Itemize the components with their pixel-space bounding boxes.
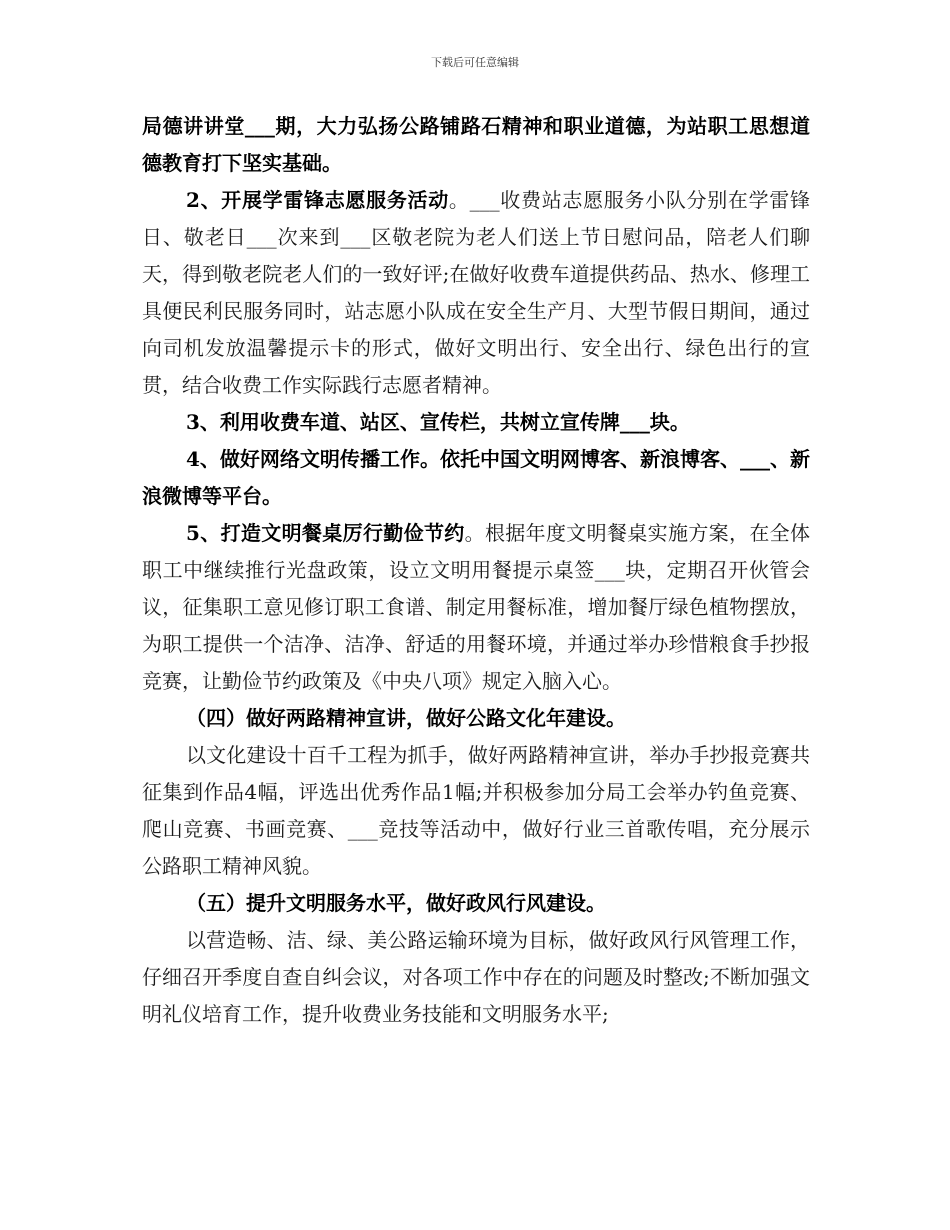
- paragraph-body: 以营造畅、洁、绿、美公路运输环境为目标，做好政风行风管理工作，仔细召开季度自查自纠会议，对各项工作中存在的问题及时整改;不断加强文明礼仪培育工作，提升收费业务技能和文明服务水平;: [142, 928, 810, 1026]
- paragraph-heading: 2、开展学雷锋志愿服务活动: [186, 188, 449, 212]
- paragraph-heading: 3、利用收费车道、站区、宣传栏，共树立宣传牌___块。: [186, 410, 690, 434]
- paragraph-network-civility: [142, 441, 810, 515]
- section-heading-text: （五）提升文明服务水平，做好政风行风建设。: [186, 891, 606, 915]
- section-heading-text: （四）做好两路精神宣讲，做好公路文化年建设。: [186, 706, 626, 730]
- paragraph-heading: 5、打造文明餐桌厉行勤俭节约: [186, 521, 465, 545]
- paragraph-civil-dining: [142, 515, 810, 700]
- paragraph-culture-construction: [142, 737, 810, 885]
- paragraph-bold-text: 局德讲讲堂___期，大力弘扬公路铺路石精神和职业道德，为站职工思想道德教育打下坚实基础。: [142, 114, 810, 175]
- paragraph-body: 以文化建设十百千工程为抓手，做好两路精神宣讲，举办手抄报竞赛共征集到作品4幅，评选出优秀作品1幅;并积极参加分局工会举办钓鱼竞赛、爬山竞赛、书画竞赛、___竞技等活动中，做好行业三首歌传唱，充分展示公路职工精神风貌。: [142, 743, 810, 878]
- paragraph-continuation: [142, 108, 810, 182]
- section-heading-five: [142, 885, 810, 922]
- paragraph-heading: 4、做好网络文明传播工作。依托中国文明网博客、新浪博客、___、新浪微博等平台。: [142, 447, 810, 508]
- paragraph-body: 。根据年度文明餐桌实施方案，在全体职工中继续推行光盘政策，设立文明用餐提示桌签___块，定期召开伙管会议，征集职工意见修订职工食谱、制定用餐标准，增加餐厅绿色植物摆放，为职工提供一个洁净、洁净、舒适的用餐环境，并通过举办珍惜粮食手抄报竞赛，让勤俭节约政策及《中央八项》规定入脑入心。: [142, 521, 810, 693]
- page-header: 下载后可任意编辑: [431, 56, 519, 69]
- paragraph-publicity-boards: [142, 404, 810, 441]
- document-body: [142, 108, 810, 1033]
- section-heading-four: [142, 700, 810, 737]
- paragraph-body: 。___收费站志愿服务小队分别在学雷锋日、敬老日___次来到___区敬老院为老人们送上节日慰问品，陪老人们聊天，得到敬老院老人们的一致好评;在做好收费车道提供药品、热水、修理工具便民利民服务同时，站志愿小队成在安全生产月、大型节假日期间，通过向司机发放温馨提示卡的形式，做好文明出行、安全出行、绿色出行的宣贯，结合收费工作实际践行志愿者精神。: [142, 188, 810, 397]
- paragraph-volunteer-service: [142, 182, 810, 404]
- paragraph-service-level: [142, 922, 810, 1033]
